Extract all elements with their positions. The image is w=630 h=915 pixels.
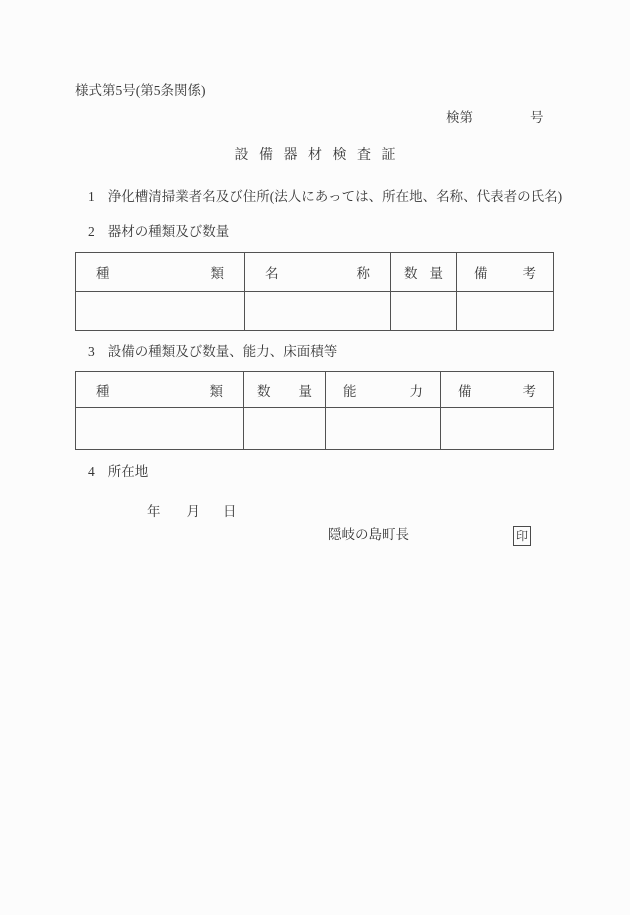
document-number-prefix: 検第 [446, 110, 473, 125]
item-number: 3 [88, 344, 95, 359]
cell-remarks [457, 292, 554, 331]
item-number: 4 [88, 464, 95, 479]
date-day-label: 日 [223, 504, 237, 519]
facility-table-empty-row [76, 408, 554, 450]
document-number-suffix: 号 [530, 110, 544, 125]
cell-capacity [326, 408, 441, 450]
cell-type [76, 408, 244, 450]
header-remarks: 備 考 [457, 253, 554, 292]
document-title: 設 備 器 材 検 査 証 [234, 148, 396, 163]
item-text: 設備の種類及び数量、能力、床面積等 [107, 344, 338, 359]
header-remarks: 備 考 [441, 372, 554, 408]
equipment-table-empty-row [76, 292, 554, 331]
date-month-label: 月 [186, 504, 200, 519]
item-number: 1 [88, 189, 95, 204]
item-number: 2 [88, 224, 95, 239]
document-number-line [446, 110, 544, 126]
cell-quantity [391, 292, 457, 331]
date-year-label: 年 [147, 504, 161, 519]
cell-remarks [441, 408, 554, 450]
equipment-table-header-row [76, 253, 554, 292]
equipment-table [75, 252, 554, 331]
item-text: 所在地 [107, 464, 149, 479]
item-text: 器材の種類及び数量 [107, 224, 230, 239]
date-line [147, 504, 237, 520]
facility-table [75, 371, 554, 450]
facility-table-header-row [76, 372, 554, 408]
cell-type [76, 292, 245, 331]
item-operator-name-address [88, 189, 562, 205]
item-text: 浄化槽清掃業者名及び住所(法人にあっては、所在地、名称、代表者の氏名) [107, 189, 563, 204]
item-equipment-type-quantity [88, 224, 229, 240]
seal-mark: 印 [513, 526, 531, 546]
cell-name [245, 292, 391, 331]
header-name: 名 称 [245, 253, 391, 292]
item-facility-type-capacity [88, 344, 337, 360]
header-capacity: 能 力 [326, 372, 441, 408]
mayor-signature-label: 隠岐の島町長 [328, 527, 409, 542]
header-quantity: 数 量 [391, 253, 457, 292]
item-location [88, 464, 148, 480]
header-type: 種 類 [76, 253, 245, 292]
header-type: 種 類 [76, 372, 244, 408]
form-reference: 様式第5号(第5条関係) [75, 83, 206, 98]
header-quantity: 数 量 [244, 372, 326, 408]
cell-quantity [244, 408, 326, 450]
